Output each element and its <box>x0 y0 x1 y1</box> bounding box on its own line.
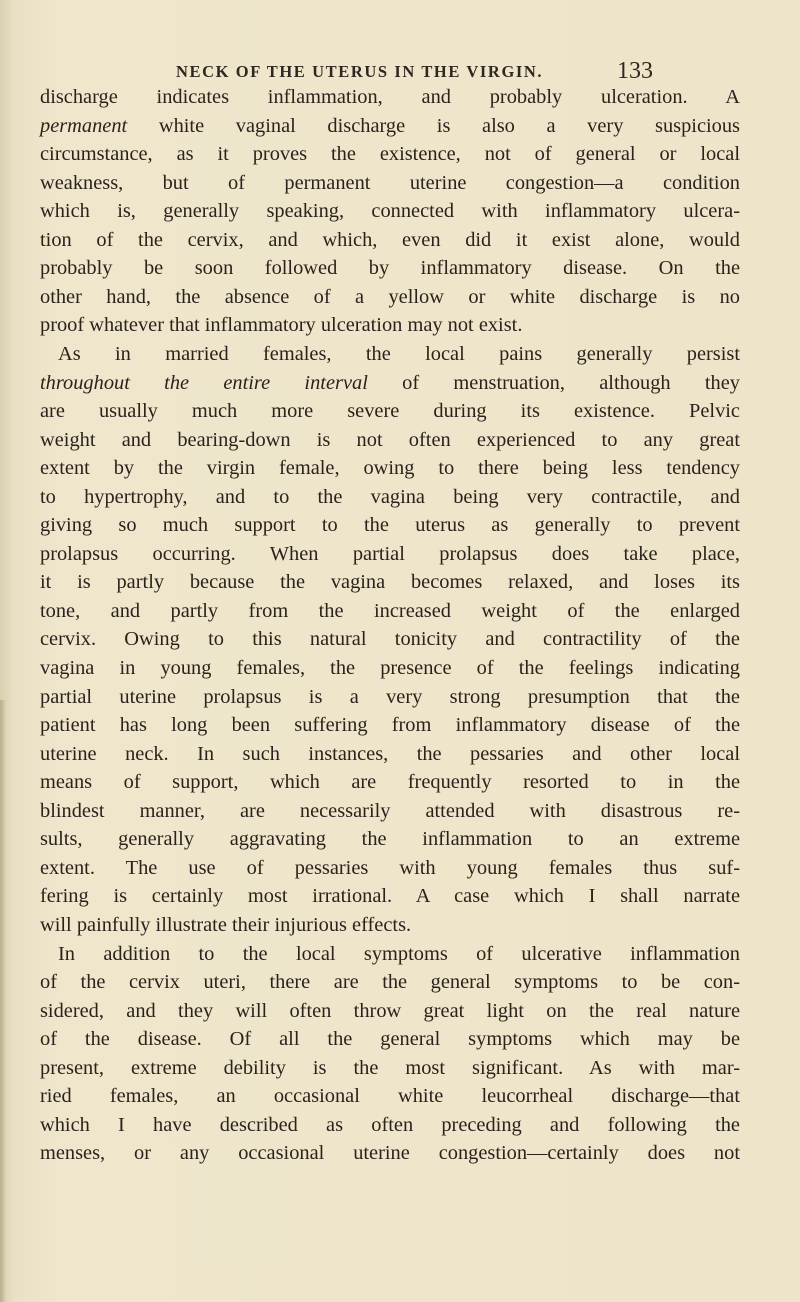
text-segment: extent. The use of pessaries with young females thus suf- <box>40 856 740 879</box>
text-segment: sidered, and they will often throw great light on the real nature <box>40 999 740 1022</box>
page-number: 133 <box>617 58 653 84</box>
text-line <box>40 226 740 254</box>
text-segment: weakness, but of permanent uterine congestion—a condition <box>40 171 740 194</box>
text-line <box>40 369 740 397</box>
text-line <box>40 711 740 739</box>
text-line <box>40 140 740 168</box>
text-line <box>40 511 740 539</box>
text-segment: circumstance, as it proves the existence, not of general or local <box>40 143 740 166</box>
text-line <box>40 426 740 454</box>
text-line <box>40 683 740 711</box>
text-line <box>40 1082 740 1110</box>
text-line <box>40 625 740 653</box>
text-line <box>40 1054 740 1082</box>
text-segment: discharge indicates inflammation, and probably ulceration. A <box>40 86 740 108</box>
text-line <box>40 454 740 482</box>
text-segment: In addition to the local symptoms of ulcerative inflammation <box>58 942 740 965</box>
text-segment: are usually much more severe during its existence. Pelvic <box>40 400 740 423</box>
text-segment: probably be soon followed by inflammatory disease. On the <box>40 257 740 280</box>
text-segment: which is, generally speaking, connected with inflammatory ulcera- <box>40 200 740 223</box>
text-line <box>40 797 740 825</box>
text-segment: uterine neck. In such instances, the pessaries and other local <box>40 742 740 765</box>
text-segment: giving so much support to the uterus as generally to prevent <box>40 514 740 537</box>
text-segment: of the disease. Of all the general symptoms which may be <box>40 1028 740 1051</box>
text-line <box>40 997 740 1025</box>
text-segment: vagina in young females, the presence of the feelings indicating <box>40 657 740 679</box>
text-line <box>40 83 740 111</box>
text-segment: sults, generally aggravating the inflammation to an extreme <box>40 828 740 851</box>
text-segment: will painfully illustrate their injurious effects. <box>40 913 412 936</box>
text-segment: fering is certainly most irrational. A case which I shall narrate <box>40 885 740 908</box>
text-segment: it is partly because the vagina becomes relaxed, and loses its <box>40 571 740 594</box>
text-segment: present, extreme debility is the most significant. As with mar- <box>40 1056 740 1079</box>
italic-text: throughout the entire interval <box>40 371 368 394</box>
text-line <box>40 882 740 910</box>
text-line <box>40 483 740 511</box>
text-segment: prolapsus occurring. When partial prolapsus does take place, <box>40 542 740 565</box>
text-line <box>58 340 740 368</box>
running-head: NECK OF THE UTERUS IN THE VIRGIN. <box>176 62 544 81</box>
text-line <box>40 911 740 939</box>
text-segment: to hypertrophy, and to the vagina being very contractile, and <box>40 485 740 508</box>
text-segment: ried females, an occasional white leucorrheal discharge—that <box>40 1085 740 1108</box>
text-segment: blindest manner, are necessarily attended with disastrous re- <box>40 799 740 822</box>
text-segment: As in married females, the local pains generally persist <box>58 342 740 365</box>
text-segment: white vaginal discharge is also a very suspicious <box>127 114 740 137</box>
text-line <box>40 854 740 882</box>
text-segment: tion of the cervix, and which, even did it exist alone, would <box>40 228 740 251</box>
text-segment: patient has long been suffering from inflammatory disease of the <box>40 714 740 737</box>
text-line <box>40 1025 740 1053</box>
text-segment: which I have described as often preceding and following the <box>40 1113 740 1136</box>
text-segment: tone, and partly from the increased weight of the enlarged <box>40 599 740 622</box>
text-line <box>40 540 740 568</box>
text-segment: of menstruation, although they <box>367 371 740 394</box>
text-segment: other hand, the absence of a yellow or white discharge is no <box>40 285 740 308</box>
text-segment: proof whatever that inflammatory ulceration may not exist. <box>40 314 523 337</box>
text-line <box>40 825 740 853</box>
text-line <box>40 768 740 796</box>
text-line <box>40 1111 740 1139</box>
text-line <box>40 112 740 140</box>
italic-text: permanent <box>40 114 128 137</box>
page-edge-shadow <box>0 700 6 1302</box>
text-line <box>40 597 740 625</box>
text-segment: partial uterine prolapsus is a very strong presumption that the <box>40 685 740 708</box>
text-line <box>40 740 740 768</box>
text-line <box>40 197 740 225</box>
text-line <box>40 311 740 339</box>
text-segment: of the cervix uteri, there are the general symptoms to be con- <box>40 971 740 994</box>
text-segment: cervix. Owing to this natural tonicity and contractility of the <box>40 628 740 651</box>
text-segment: extent by the virgin female, owing to there being less tendency <box>40 457 740 480</box>
text-line <box>40 254 740 282</box>
text-line <box>40 968 740 996</box>
text-line <box>40 397 740 425</box>
text-line <box>40 169 740 197</box>
text-segment: means of support, which are frequently resorted to in the <box>40 771 740 794</box>
text-segment: menses, or any occasional uterine congestion—certainly does not <box>40 1142 740 1165</box>
text-line <box>40 654 740 682</box>
text-segment: weight and bearing-down is not often experienced to any great <box>40 428 740 451</box>
text-line <box>40 568 740 596</box>
text-line <box>58 940 740 968</box>
text-line <box>40 283 740 311</box>
text-line <box>40 1139 740 1167</box>
